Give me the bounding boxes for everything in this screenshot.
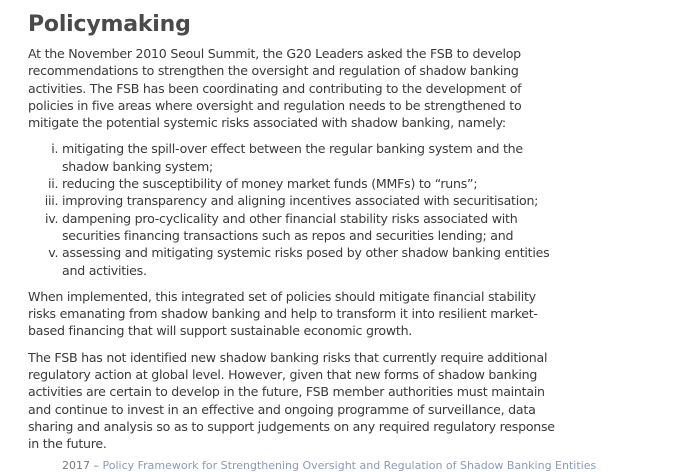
surveillance-paragraph: The FSB has not identified new shadow banking risks that currently require additional regulatory action at global level. However, given that new forms of shadow banking activities are certain to develop in the future, FSB member authorities must maintain and continue to invest in an effective and ongoing programme of surveillance, data sharing and analysis so as to support judgements on any required regulatory response in the future. (28, 349, 555, 452)
page-title: Policymaking (28, 12, 191, 37)
list-item: v. assessing and mitigating systemic risks posed by other shadow banking entities and activities. (62, 244, 558, 279)
footnote-separator: – (90, 459, 103, 472)
policy-areas-list (28, 140, 558, 278)
list-item: iv. dampening pro-cyclicality and other financial stability risks associated with securities financing transactions such as repos and securities lending; and (62, 210, 558, 245)
implementation-paragraph: When implemented, this integrated set of policies should mitigate financial stability risks emanating from shadow banking and help to transform it into resilient market-based financing that will support sustainable economic growth. (28, 288, 538, 339)
list-item: ii. reducing the susceptibility of money market funds (MMFs) to “runs”; (62, 175, 558, 192)
footnote-link-row (62, 459, 596, 472)
footnote-year: 2017 (62, 459, 90, 472)
list-item: i. mitigating the spill-over effect between the regular banking system and the shadow banking system; (62, 140, 558, 175)
main-content (28, 10, 558, 462)
list-item: iii. improving transparency and aligning incentives associated with securitisation; (62, 192, 558, 209)
intro-paragraph: At the November 2010 Seoul Summit, the G20 Leaders asked the FSB to develop recommendations to strengthen the oversight and regulation of shadow banking activities. The FSB has been coordinating and contributing to the development of policies in five areas where oversight and regulation needs to be strengthened to mitigate the potential systemic risks associated with shadow banking, namely: (28, 46, 522, 131)
policy-framework-link[interactable]: Policy Framework for Strengthening Oversight and Regulation of Shadow Banking Entities (102, 459, 597, 472)
